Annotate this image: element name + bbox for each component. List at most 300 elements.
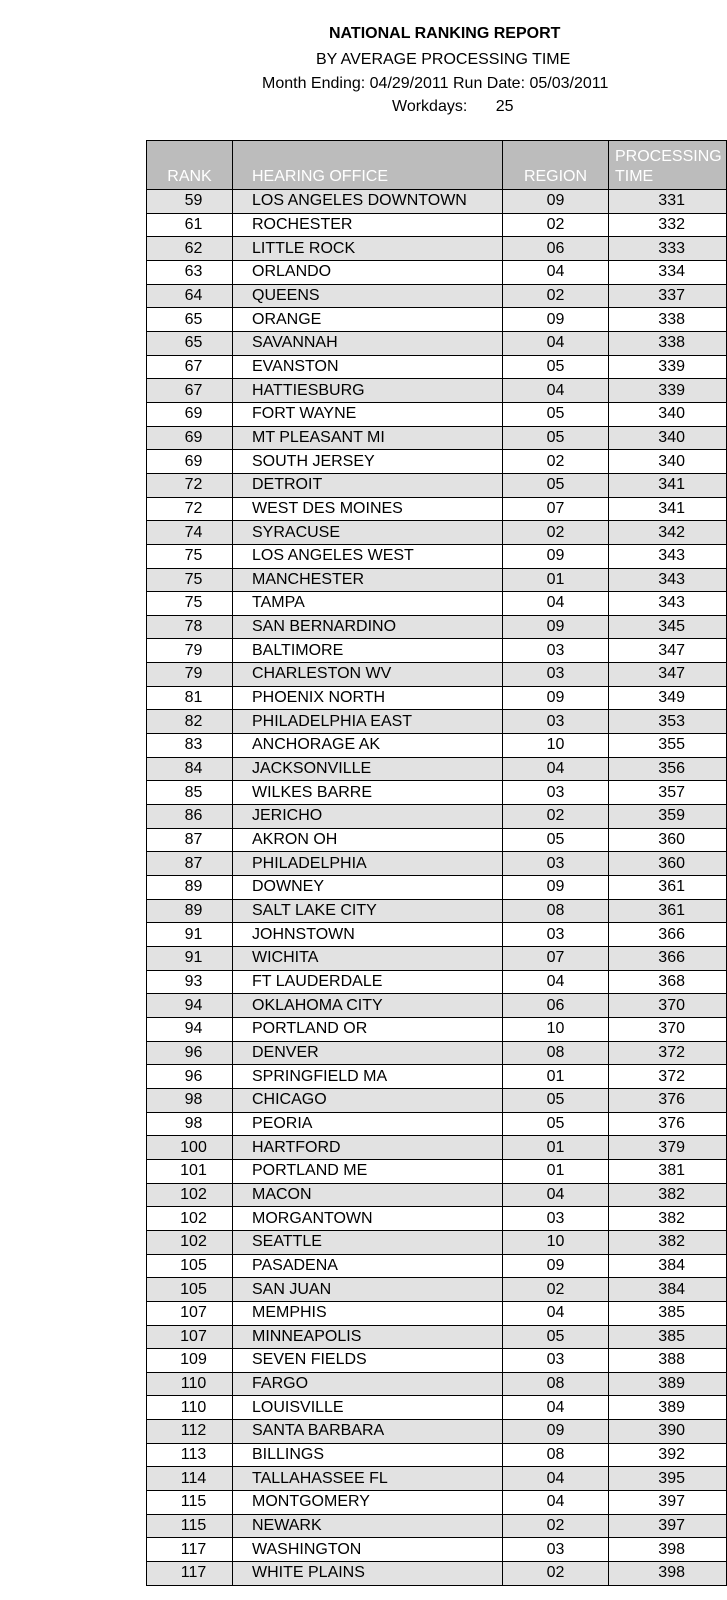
table-row — [147, 1254, 727, 1278]
rank-cell: 98 — [147, 1112, 233, 1136]
report-subtitle: BY AVERAGE PROCESSING TIME — [316, 51, 571, 68]
hearing-office-cell: JACKSONVILLE — [233, 757, 503, 781]
region-cell: 03 — [503, 1349, 609, 1373]
processing-time-cell: 366 — [609, 947, 727, 971]
hearing-office-cell: SAVANNAH — [233, 331, 503, 355]
hearing-office-cell: MONTGOMERY — [233, 1491, 503, 1515]
hearing-office-cell: PEORIA — [233, 1112, 503, 1136]
table-row — [147, 1159, 727, 1183]
rank-cell: 67 — [147, 379, 233, 403]
processing-time-cell: 398 — [609, 1538, 727, 1562]
rank-cell: 112 — [147, 1420, 233, 1444]
rank-cell: 93 — [147, 970, 233, 994]
table-row — [147, 805, 727, 829]
region-cell: 04 — [503, 1467, 609, 1491]
hearing-office-cell: MORGANTOWN — [233, 1207, 503, 1231]
processing-time-cell: 366 — [609, 923, 727, 947]
hearing-office-cell: WHITE PLAINS — [233, 1562, 503, 1586]
table-row — [147, 331, 727, 355]
hearing-office-cell: WASHINGTON — [233, 1538, 503, 1562]
rank-cell: 117 — [147, 1538, 233, 1562]
table-row — [147, 426, 727, 450]
rank-cell: 91 — [147, 923, 233, 947]
hearing-office-cell: FARGO — [233, 1372, 503, 1396]
table-row — [147, 308, 727, 332]
hearing-office-cell: WEST DES MOINES — [233, 497, 503, 521]
region-cell: 07 — [503, 497, 609, 521]
region-cell: 01 — [503, 1159, 609, 1183]
region-cell: 05 — [503, 426, 609, 450]
table-row — [147, 923, 727, 947]
processing-time-cell: 392 — [609, 1443, 727, 1467]
region-cell: 02 — [503, 805, 609, 829]
rank-cell: 75 — [147, 544, 233, 568]
table-row — [147, 1183, 727, 1207]
region-cell: 08 — [503, 899, 609, 923]
processing-time-cell: 361 — [609, 876, 727, 900]
rank-cell: 87 — [147, 828, 233, 852]
region-cell: 04 — [503, 1491, 609, 1515]
processing-time-cell: 333 — [609, 237, 727, 261]
rank-cell: 102 — [147, 1183, 233, 1207]
processing-time-cell: 382 — [609, 1230, 727, 1254]
hearing-office-cell: MANCHESTER — [233, 568, 503, 592]
hearing-office-cell: TAMPA — [233, 592, 503, 616]
table-row — [147, 402, 727, 426]
hearing-office-cell: ORLANDO — [233, 260, 503, 284]
table-row — [147, 1467, 727, 1491]
processing-time-cell: 357 — [609, 781, 727, 805]
hearing-office-cell: CHICAGO — [233, 1088, 503, 1112]
rank-cell: 63 — [147, 260, 233, 284]
processing-time-cell: 341 — [609, 497, 727, 521]
hearing-office-cell: ORANGE — [233, 308, 503, 332]
rank-cell: 72 — [147, 473, 233, 497]
processing-time-cell: 397 — [609, 1514, 727, 1538]
region-cell: 09 — [503, 308, 609, 332]
table-row — [147, 237, 727, 261]
hearing-office-cell: EVANSTON — [233, 355, 503, 379]
table-body — [147, 190, 727, 1586]
rank-cell: 85 — [147, 781, 233, 805]
hearing-office-cell: ANCHORAGE AK — [233, 734, 503, 758]
table-row — [147, 947, 727, 971]
table-row — [147, 781, 727, 805]
hearing-office-cell: DETROIT — [233, 473, 503, 497]
rank-cell: 98 — [147, 1088, 233, 1112]
table-row — [147, 190, 727, 214]
processing-time-cell: 345 — [609, 615, 727, 639]
processing-time-cell: 384 — [609, 1254, 727, 1278]
processing-time-cell: 343 — [609, 592, 727, 616]
rank-cell: 115 — [147, 1491, 233, 1515]
rank-cell: 61 — [147, 213, 233, 237]
table-row — [147, 899, 727, 923]
column-header-processing-time-line2: TIME — [615, 168, 654, 185]
processing-time-cell: 339 — [609, 379, 727, 403]
table-row — [147, 1065, 727, 1089]
processing-time-cell: 331 — [609, 190, 727, 214]
hearing-office-cell: TALLAHASSEE FL — [233, 1467, 503, 1491]
table-row — [147, 473, 727, 497]
run-date-label: Run Date: — [452, 75, 526, 92]
hearing-office-cell: PASADENA — [233, 1254, 503, 1278]
rank-cell: 102 — [147, 1207, 233, 1231]
region-cell: 05 — [503, 1112, 609, 1136]
hearing-office-cell: SAN JUAN — [233, 1278, 503, 1302]
hearing-office-cell: MACON — [233, 1183, 503, 1207]
region-cell: 05 — [503, 1088, 609, 1112]
processing-time-cell: 372 — [609, 1041, 727, 1065]
region-cell: 03 — [503, 663, 609, 687]
region-cell: 04 — [503, 757, 609, 781]
table-row — [147, 852, 727, 876]
processing-time-cell: 343 — [609, 568, 727, 592]
region-cell: 04 — [503, 260, 609, 284]
region-cell: 09 — [503, 544, 609, 568]
region-cell: 02 — [503, 284, 609, 308]
region-cell: 08 — [503, 1041, 609, 1065]
table-row — [147, 663, 727, 687]
table-row — [147, 1443, 727, 1467]
processing-time-cell: 395 — [609, 1467, 727, 1491]
processing-time-cell: 338 — [609, 308, 727, 332]
column-header-hearing-office: HEARING OFFICE — [233, 141, 503, 190]
table-row — [147, 355, 727, 379]
region-cell: 02 — [503, 1278, 609, 1302]
rank-cell: 79 — [147, 663, 233, 687]
column-header-rank: RANK — [147, 141, 233, 190]
table-row — [147, 734, 727, 758]
hearing-office-cell: DENVER — [233, 1041, 503, 1065]
processing-time-cell: 355 — [609, 734, 727, 758]
hearing-office-cell: SYRACUSE — [233, 521, 503, 545]
region-cell: 02 — [503, 521, 609, 545]
hearing-office-cell: FORT WAYNE — [233, 402, 503, 426]
month-ending-value: 04/29/2011 — [369, 75, 449, 92]
rank-cell: 109 — [147, 1349, 233, 1373]
rank-cell: 101 — [147, 1159, 233, 1183]
processing-time-cell: 342 — [609, 521, 727, 545]
region-cell: 03 — [503, 1538, 609, 1562]
hearing-office-cell: SEATTLE — [233, 1230, 503, 1254]
table-row — [147, 284, 727, 308]
month-ending-label: Month Ending: — [262, 75, 366, 92]
region-cell: 04 — [503, 331, 609, 355]
region-cell: 08 — [503, 1372, 609, 1396]
rank-cell: 75 — [147, 592, 233, 616]
processing-time-cell: 360 — [609, 828, 727, 852]
rank-cell: 78 — [147, 615, 233, 639]
report-title: NATIONAL RANKING REPORT — [329, 25, 561, 42]
processing-time-cell: 349 — [609, 686, 727, 710]
region-cell: 05 — [503, 828, 609, 852]
hearing-office-cell: HATTIESBURG — [233, 379, 503, 403]
processing-time-cell: 347 — [609, 663, 727, 687]
region-cell: 05 — [503, 1325, 609, 1349]
hearing-office-cell: PHOENIX NORTH — [233, 686, 503, 710]
table-row — [147, 521, 727, 545]
processing-time-cell: 379 — [609, 1136, 727, 1160]
processing-time-cell: 343 — [609, 544, 727, 568]
region-cell: 02 — [503, 1562, 609, 1586]
processing-time-cell: 382 — [609, 1207, 727, 1231]
rank-cell: 74 — [147, 521, 233, 545]
region-cell: 05 — [503, 473, 609, 497]
processing-time-cell: 360 — [609, 852, 727, 876]
table-row — [147, 450, 727, 474]
processing-time-cell: 340 — [609, 450, 727, 474]
processing-time-cell: 384 — [609, 1278, 727, 1302]
rank-cell: 69 — [147, 426, 233, 450]
processing-time-cell: 389 — [609, 1372, 727, 1396]
region-cell: 07 — [503, 947, 609, 971]
hearing-office-cell: MEMPHIS — [233, 1301, 503, 1325]
hearing-office-cell: LITTLE ROCK — [233, 237, 503, 261]
rank-cell: 87 — [147, 852, 233, 876]
table-row — [147, 1230, 727, 1254]
region-cell: 03 — [503, 1207, 609, 1231]
header-row — [147, 141, 727, 190]
rank-cell: 105 — [147, 1278, 233, 1302]
region-cell: 05 — [503, 355, 609, 379]
processing-time-cell: 388 — [609, 1349, 727, 1373]
processing-time-cell: 368 — [609, 970, 727, 994]
processing-time-cell: 389 — [609, 1396, 727, 1420]
region-cell: 06 — [503, 994, 609, 1018]
table-row — [147, 686, 727, 710]
region-cell: 04 — [503, 1183, 609, 1207]
hearing-office-cell: CHARLESTON WV — [233, 663, 503, 687]
hearing-office-cell: AKRON OH — [233, 828, 503, 852]
table-row — [147, 497, 727, 521]
rank-cell: 86 — [147, 805, 233, 829]
hearing-office-cell: SPRINGFIELD MA — [233, 1065, 503, 1089]
region-cell: 10 — [503, 734, 609, 758]
table-row — [147, 1396, 727, 1420]
rank-cell: 114 — [147, 1467, 233, 1491]
rank-cell: 96 — [147, 1041, 233, 1065]
rank-cell: 67 — [147, 355, 233, 379]
table-row — [147, 1207, 727, 1231]
region-cell: 09 — [503, 190, 609, 214]
rank-cell: 64 — [147, 284, 233, 308]
rank-cell: 65 — [147, 331, 233, 355]
processing-time-cell: 385 — [609, 1325, 727, 1349]
region-cell: 09 — [503, 876, 609, 900]
table-row — [147, 1301, 727, 1325]
rank-cell: 110 — [147, 1396, 233, 1420]
rank-cell: 89 — [147, 876, 233, 900]
processing-time-cell: 397 — [609, 1491, 727, 1515]
region-cell: 04 — [503, 1301, 609, 1325]
table-row — [147, 1088, 727, 1112]
hearing-office-cell: PHILADELPHIA EAST — [233, 710, 503, 734]
rank-cell: 79 — [147, 639, 233, 663]
table-row — [147, 1017, 727, 1041]
rank-cell: 107 — [147, 1325, 233, 1349]
region-cell: 04 — [503, 970, 609, 994]
hearing-office-cell: LOS ANGELES WEST — [233, 544, 503, 568]
processing-time-cell: 361 — [609, 899, 727, 923]
rank-cell: 110 — [147, 1372, 233, 1396]
processing-time-cell: 359 — [609, 805, 727, 829]
rank-cell: 91 — [147, 947, 233, 971]
processing-time-cell: 332 — [609, 213, 727, 237]
region-cell: 04 — [503, 379, 609, 403]
hearing-office-cell: SEVEN FIELDS — [233, 1349, 503, 1373]
processing-time-cell: 382 — [609, 1183, 727, 1207]
region-cell: 09 — [503, 1254, 609, 1278]
region-cell: 02 — [503, 1514, 609, 1538]
table-row — [147, 1041, 727, 1065]
rank-cell: 105 — [147, 1254, 233, 1278]
region-cell: 05 — [503, 402, 609, 426]
processing-time-cell: 385 — [609, 1301, 727, 1325]
rank-cell: 69 — [147, 402, 233, 426]
processing-time-cell: 398 — [609, 1562, 727, 1586]
table-row — [147, 1349, 727, 1373]
report-dates-line — [262, 74, 608, 94]
table-row — [147, 757, 727, 781]
region-cell: 08 — [503, 1443, 609, 1467]
table-row — [147, 639, 727, 663]
hearing-office-cell: PHILADELPHIA — [233, 852, 503, 876]
rank-cell: 115 — [147, 1514, 233, 1538]
table-row — [147, 970, 727, 994]
processing-time-cell: 370 — [609, 1017, 727, 1041]
hearing-office-cell: BILLINGS — [233, 1443, 503, 1467]
rank-cell: 81 — [147, 686, 233, 710]
hearing-office-cell: SANTA BARBARA — [233, 1420, 503, 1444]
table-row — [147, 544, 727, 568]
processing-time-cell: 340 — [609, 426, 727, 450]
table-row — [147, 1112, 727, 1136]
table-row — [147, 876, 727, 900]
processing-time-cell: 334 — [609, 260, 727, 284]
hearing-office-cell: LOS ANGELES DOWNTOWN — [233, 190, 503, 214]
hearing-office-cell: JERICHO — [233, 805, 503, 829]
region-cell: 09 — [503, 1420, 609, 1444]
processing-time-cell: 356 — [609, 757, 727, 781]
rank-cell: 59 — [147, 190, 233, 214]
hearing-office-cell: JOHNSTOWN — [233, 923, 503, 947]
rank-cell: 84 — [147, 757, 233, 781]
hearing-office-cell: LOUISVILLE — [233, 1396, 503, 1420]
hearing-office-cell: FT LAUDERDALE — [233, 970, 503, 994]
table-row — [147, 994, 727, 1018]
rank-cell: 94 — [147, 1017, 233, 1041]
hearing-office-cell: DOWNEY — [233, 876, 503, 900]
hearing-office-cell: SALT LAKE CITY — [233, 899, 503, 923]
hearing-office-cell: WICHITA — [233, 947, 503, 971]
table-header — [147, 141, 727, 190]
report-workdays-line — [392, 97, 514, 117]
rank-cell: 100 — [147, 1136, 233, 1160]
region-cell: 10 — [503, 1017, 609, 1041]
processing-time-cell: 376 — [609, 1088, 727, 1112]
table-row — [147, 828, 727, 852]
region-cell: 03 — [503, 923, 609, 947]
rank-cell: 102 — [147, 1230, 233, 1254]
processing-time-cell: 347 — [609, 639, 727, 663]
rank-cell: 83 — [147, 734, 233, 758]
processing-time-cell: 376 — [609, 1112, 727, 1136]
region-cell: 03 — [503, 710, 609, 734]
hearing-office-cell: SAN BERNARDINO — [233, 615, 503, 639]
workdays-label: Workdays: — [392, 98, 468, 115]
ranking-table — [146, 140, 727, 1586]
processing-time-cell: 339 — [609, 355, 727, 379]
column-header-processing-time-line1: PROCESSING — [615, 148, 722, 165]
hearing-office-cell: QUEENS — [233, 284, 503, 308]
hearing-office-cell: NEWARK — [233, 1514, 503, 1538]
region-cell: 02 — [503, 450, 609, 474]
region-cell: 04 — [503, 592, 609, 616]
rank-cell: 107 — [147, 1301, 233, 1325]
table-row — [147, 1136, 727, 1160]
processing-time-cell: 372 — [609, 1065, 727, 1089]
rank-cell: 69 — [147, 450, 233, 474]
hearing-office-cell: PORTLAND OR — [233, 1017, 503, 1041]
processing-time-cell: 337 — [609, 284, 727, 308]
table-row — [147, 710, 727, 734]
region-cell: 09 — [503, 615, 609, 639]
table-row — [147, 1278, 727, 1302]
rank-cell: 65 — [147, 308, 233, 332]
workdays-value: 25 — [495, 98, 514, 115]
region-cell: 03 — [503, 781, 609, 805]
region-cell: 04 — [503, 1396, 609, 1420]
rank-cell: 117 — [147, 1562, 233, 1586]
processing-time-cell: 340 — [609, 402, 727, 426]
column-header-region: REGION — [503, 141, 609, 190]
hearing-office-cell: BALTIMORE — [233, 639, 503, 663]
region-cell: 09 — [503, 686, 609, 710]
table-row — [147, 379, 727, 403]
hearing-office-cell: MT PLEASANT MI — [233, 426, 503, 450]
hearing-office-cell: WILKES BARRE — [233, 781, 503, 805]
rank-cell: 113 — [147, 1443, 233, 1467]
processing-time-cell: 341 — [609, 473, 727, 497]
region-cell: 06 — [503, 237, 609, 261]
processing-time-cell: 338 — [609, 331, 727, 355]
table-row — [147, 1538, 727, 1562]
column-header-processing-time — [609, 141, 727, 190]
hearing-office-cell: ROCHESTER — [233, 213, 503, 237]
hearing-office-cell: HARTFORD — [233, 1136, 503, 1160]
table-row — [147, 260, 727, 284]
region-cell: 01 — [503, 1136, 609, 1160]
run-date-value: 05/03/2011 — [529, 75, 609, 92]
table-row — [147, 592, 727, 616]
table-row — [147, 615, 727, 639]
hearing-office-cell: OKLAHOMA CITY — [233, 994, 503, 1018]
rank-cell: 89 — [147, 899, 233, 923]
processing-time-cell: 370 — [609, 994, 727, 1018]
rank-cell: 62 — [147, 237, 233, 261]
table-row — [147, 1562, 727, 1586]
hearing-office-cell: SOUTH JERSEY — [233, 450, 503, 474]
hearing-office-cell: PORTLAND ME — [233, 1159, 503, 1183]
table-row — [147, 1514, 727, 1538]
rank-cell: 96 — [147, 1065, 233, 1089]
region-cell: 10 — [503, 1230, 609, 1254]
processing-time-cell: 353 — [609, 710, 727, 734]
rank-cell: 72 — [147, 497, 233, 521]
rank-cell: 75 — [147, 568, 233, 592]
region-cell: 02 — [503, 213, 609, 237]
